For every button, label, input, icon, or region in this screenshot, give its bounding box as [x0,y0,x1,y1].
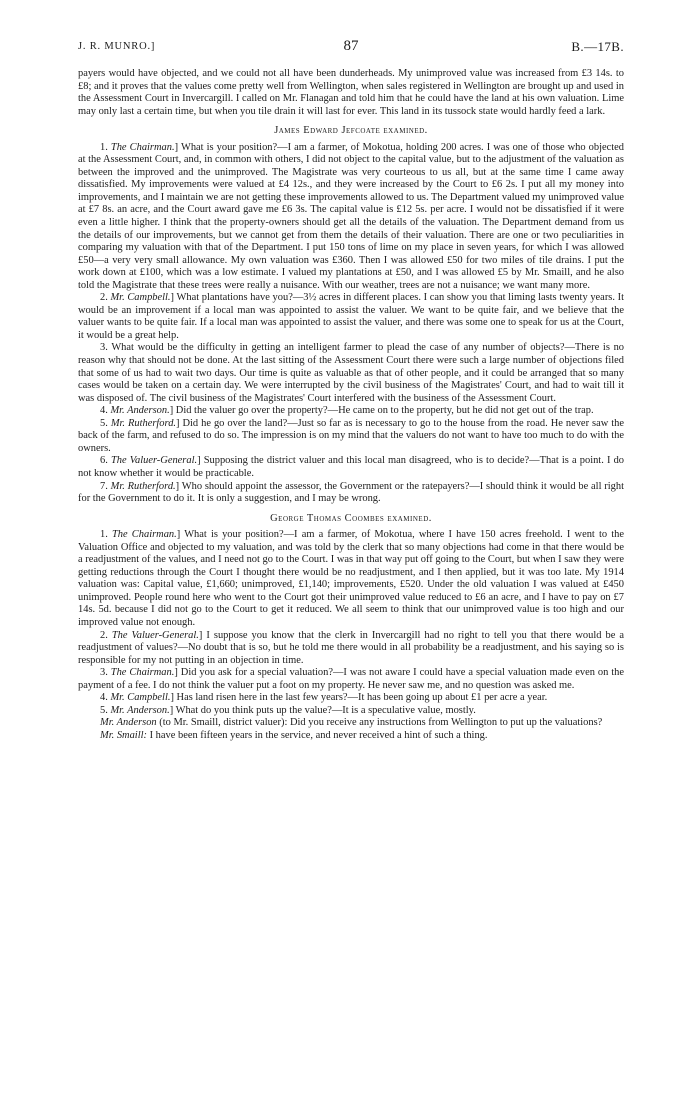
testimony-text: What do you think puts up the value?—It is a speculative value, mostly. [173,704,476,716]
speaker-name: Mr. Smaill: [100,729,147,741]
testimony-paragraph [78,142,624,293]
speaker-bracket: ] [175,480,180,492]
speaker-bracket: ] [176,417,180,429]
page-number: 87 [343,38,359,54]
speaker-bracket: ] [169,704,174,716]
speaker-name: Mr. Anderson. [110,704,170,716]
speaker-bracket: ] [170,692,174,704]
witness-heading: James Edward Jefcoate examined. [274,125,428,137]
testimony-paragraph [78,418,624,456]
testimony-text: Did the valuer go over the property?—He came on to the property, but he did not get out of the trap. [173,405,594,417]
speaker-name: The Chairman. [111,529,177,541]
speaker-bracket: ] [169,405,174,417]
document-reference: B.—17B. [571,39,624,54]
speaker-bracket: ] [197,455,201,467]
testimony-text: What is your position?—I am a farmer, of Mokotua, holding 200 acres. I was one of those who objected at the Assessment Court, and, in common with others, I did not object to the capital value, but to the adjustment of the valuation as between the improved and the unimproved. The Magistrate was very courteous to us all, but at the same time I came away dissatisfied. My improvements were valued at £4 12s., and they were increased by the Court to £6 2s. I put all my money into improvements, and I maintain we are not getting these improvements allowed to us. The Department valued my unimproved value at £7 8s. an acre, and the Court award gave me £6 3s. The capital value is £12 5s. per acre. I would not be dissatisfied if it were even a little higher. I think that the property-owners should get all the details of the valuation. The Department demand from us the details of our improvements, but we cannot get from them the details of their valuation. There are one or two peculiarities in comparing my valuation with that of the Department. I put 150 tons of lime on my place in seven years, for which I was allowed £50—a very very small allowance. My own valuation was £360. Then I was allowed £50 for two miles of tile drains. I put the work down at £100, which was a low estimate. I valued my plantations at £50, and I was allowed £5 by Mr. Smaill, and he also told the Magistrate that these trees were really a nuisance. With our weather, trees are not a nuisance; we want many more. [78,141,625,291]
testimony-paragraph [78,705,624,718]
question-number: 4. [100,405,108,417]
testimony-paragraph [78,730,624,743]
testimony-text: Supposing the district valuer and this local man disagreed, who is to decide?—That is a point. I do not know whether it would be practicable. [78,455,625,479]
testimony-paragraph [78,455,624,480]
speaker-name: Mr. Rutherford. [110,417,177,429]
question-number: 4. [100,692,108,704]
testimony-text: Did he go over the land?—Just so far as is necessary to go to the house from the road. He never saw the back of the farm, and refused to do so. The impression is on my mind that the valuers do not want to have too much to do with the owners. [78,417,624,454]
testimony-paragraph [78,292,624,342]
testimony-text: What plantations have you?—3½ acres in different places. I can show you that liming lasts twenty years. It would be an improvement if a local man was appointed to assist the valuer. We want to be quite fair, and we believe that the valuer wants to be quite fair. If a local man was appointed to assist the valuer, and there was some one to speak for us at the Court, it would be a great help. [78,292,624,341]
speaker-name: The Valuer-General. [110,455,198,467]
question-number: 6. [100,455,108,467]
speaker-name: The Chairman. [110,141,175,153]
testimony-text: Did you ask for a special valuation?—I was not aware I could have a special valuation made even on the payment of a fee. I do not think the valuer put a foot on my property. He never saw me, and no question was asked me. [78,667,625,691]
question-number: 1. [100,529,108,541]
speaker-bracket: ] [170,292,175,304]
testimony-paragraph [78,630,624,668]
testimony-text: Who should appoint the assessor, the Government or the ratepayers?—I should think it would be all right for the Government to do it. It is only a suggestion, and I may be wrong. [78,480,624,505]
question-number: 5. [100,704,108,716]
testimony-paragraph [78,481,624,506]
speaker-bracket: ] [176,529,181,541]
testimony-text: What would be the difficulty in getting an intelligent farmer to plead the case of any number of objects?—There is no reason why that should not be done. At the last sitting of the Assessment Court there were such a large number of objections filed that some of us had to wait two days. Our time is quite as valuable as that of other people, and it could be arranged that so many cases would be taken on a certain day. We were interrupted by the civil business of the Magistrates' Court, and had to wait till it was disposed of. The civil business of the Magistrates' Court interfered with the business of the Assessment Court. [78,342,625,404]
header-witness-name: J. R. MUNRO.] [78,41,156,52]
testimony-text: I suppose you know that the clerk in Invercargill had no right to tell you that there would be a readjustment of values?—No doubt that is so, but he told me there would in all probability be a readjustment, and his saying so is responsible for my not putting in an objection in time. [78,629,625,666]
question-number: 3. [100,667,108,679]
speaker-name: Mr. Anderson. [110,405,170,417]
intro-paragraph: payers would have objected, and we could not all have been dunderheads. My unimproved value was increased from £3 14s. to £8; and it proves that the values come pretty well from Wellington, when sales registered in Wellington are brought up and used in the Assessment Court in Invercargill. I called on Mr. Flanagan and told him that he could have the land at his own valuation. Lime may only last a certain time, but when you tile drain it will last for ever. This land in its tussock state would hardly feed a lark. [78,68,624,117]
testimony-text: I have been fifteen years in the service, and never received a hint of such a thing. [146,729,488,741]
witness-heading: George Thomas Coombes examined. [270,512,432,524]
question-number: 3. [100,342,108,354]
speaker-bracket: ] [174,141,179,153]
testimony-paragraph [78,342,624,405]
speaker-name: Mr. Rutherford. [110,480,176,492]
speaker-bracket: ] [174,667,178,679]
speaker-name: Mr. Campbell. [110,292,171,304]
speaker-name: The Valuer-General. [111,629,199,641]
question-number: 1. [100,141,108,153]
speaker-bracket: ] [198,629,203,641]
question-number: 2. [100,629,108,641]
testimony-paragraph [78,717,624,730]
testimony-paragraph [78,667,624,692]
testimony-paragraph [78,529,624,629]
speaker-name: The Chairman. [110,667,175,679]
question-number: 7. [100,480,108,492]
testimony-text: (to Mr. Smaill, district valuer): Did you receive any instructions from Wellington to put up the valuations? [156,717,603,729]
body-text [78,68,624,742]
question-number: 2. [100,292,108,304]
testimony-text: Has land risen here in the last few years?—It has been going up about £1 per acre a year. [173,692,548,704]
page-header [78,38,624,56]
speaker-name: Mr. Campbell. [110,692,171,704]
speaker-name: Mr. Anderson [100,717,157,729]
testimony-text: What is your position?—I am a farmer, of Mokotua, where I have 150 acres freehold. I went to the Valuation Office and objected to my valuation, and was told by the clerk that so many objections had come in that there would be a readjustment of the values, and I need not go to the Court. I was in that way put off going to the Court, but when I saw they were getting reductions through the Court I thought there would be no readjustment, and I then applied, but it was too late. My 1914 valuation was: Capital value, £1,660; unimproved, £1,140; improvements, £520. Under the old valuation I was valued at £450 unimproved. People round here who went to the Court got their unimproved value reduced to £6 an acre, and I have to pay on £7 14s. 5d. because I did not go to the Court to get it reduced. We all seem to think that our unimproved value is too high and our improved value not enough. [78,529,624,628]
testimony-paragraph [78,405,624,418]
testimony-paragraph [78,692,624,705]
question-number: 5. [100,417,108,429]
